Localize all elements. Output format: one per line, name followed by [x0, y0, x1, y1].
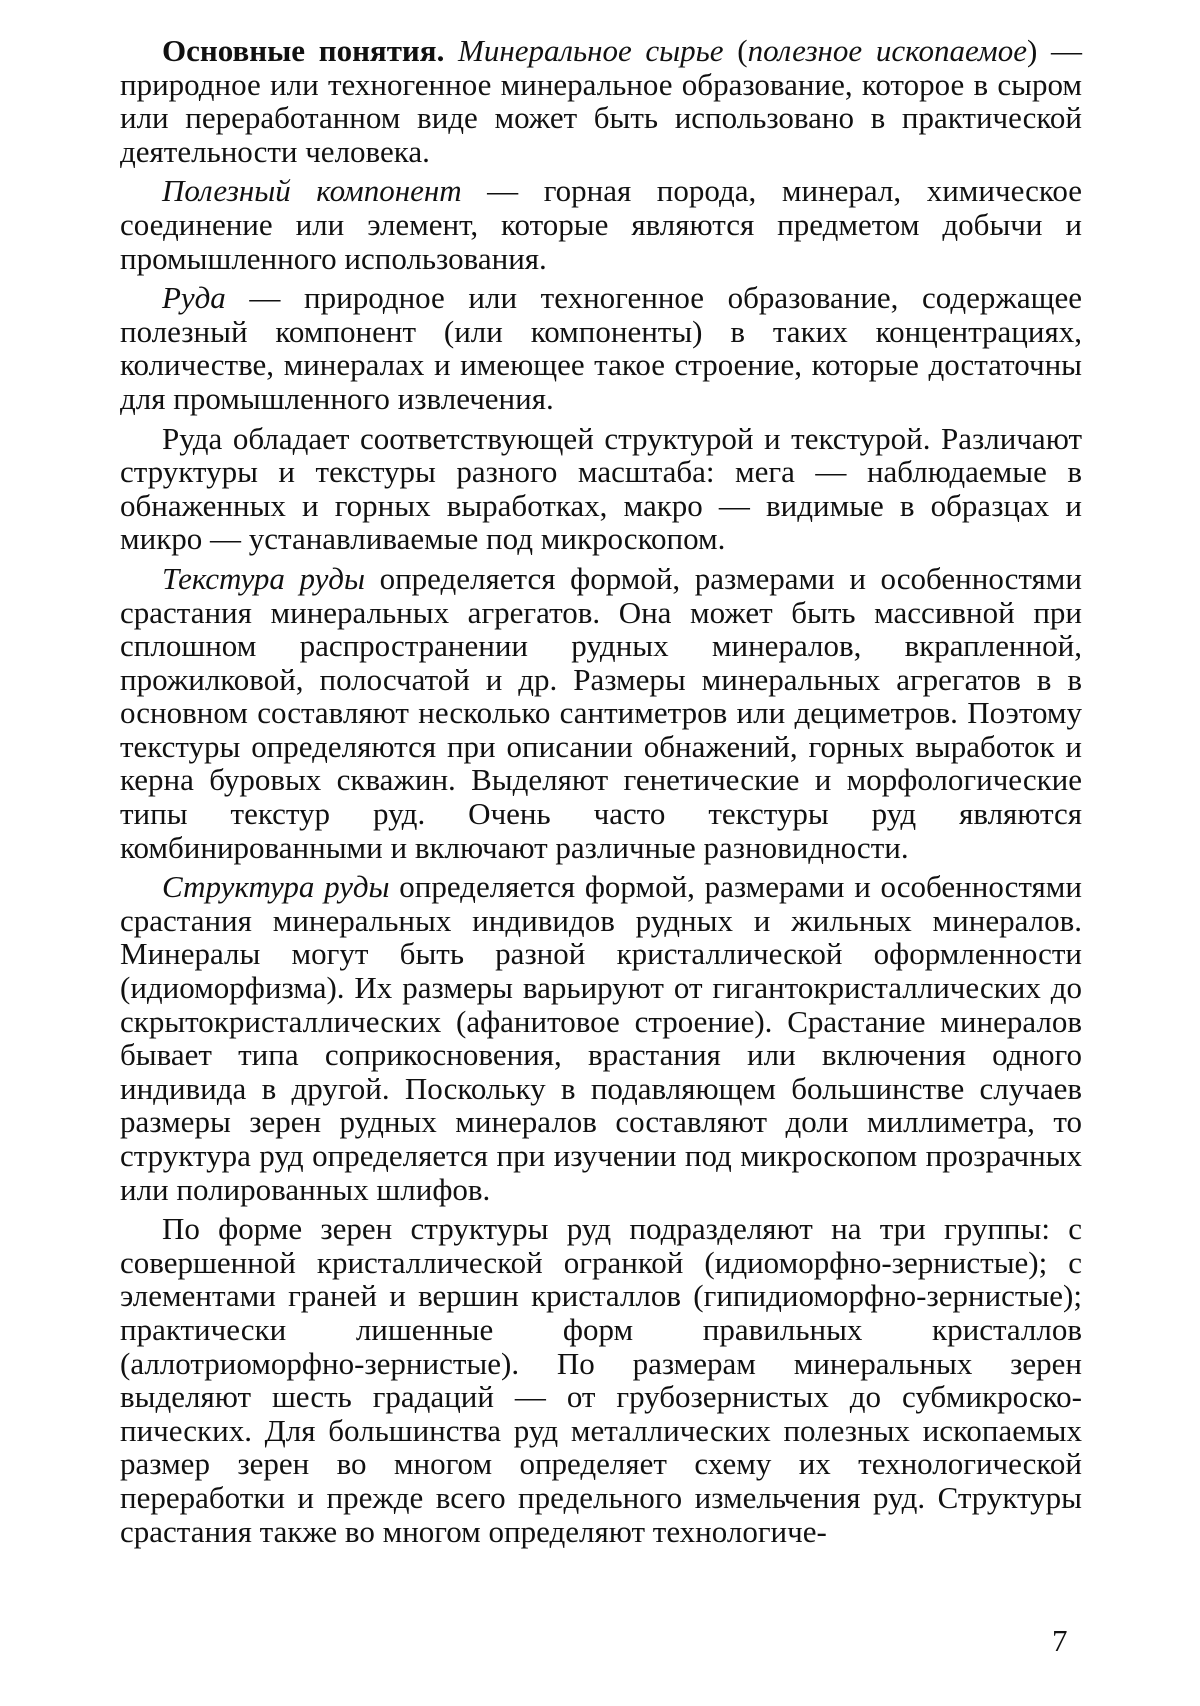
paragraph-text: — природное или техногенное минеральное образование, которое в сыром или переработанном виде может быть использовано в практической деятельности человека.	[120, 33, 1082, 169]
paragraph-ore-texture	[120, 562, 1082, 864]
paragraph-text: определяется формой, размерами и особенностями срастания минеральных индивидов рудных и жильных минералов. Минералы могут быть разной кристаллической оформленности (идиоморфизма). Их размеры варьируют от гигантокристаллических до скрытокристаллических (афанитовое строение). Срастание минералов бывает типа соприкосновения, врастания или включения одного индивида в другой. Поскольку в подавляющем большинстве случаев размеры зерен рудных минералов составляют доли миллиметра, то структура руд определяется при изучении под микроскопом прозрачных или полированных шлифов.	[120, 869, 1082, 1207]
paragraph-ore-structure-scale	[120, 422, 1082, 556]
section-lead: Основные понятия.	[162, 33, 445, 68]
paragraph-useful-component	[120, 174, 1082, 275]
paragraph-text: Руда обладает соответствующей структурой и текстурой. Различают структуры и текстуры разного масштаба: мега — наблюдаемые в обнаженных и горных выработках, макро — видимые в образцах и микро — устанавливаемые под микроскопом.	[120, 420, 1082, 557]
term-useful-component: Полезный компонент	[162, 173, 462, 209]
term-mineral-deposit: полезное ископаемое	[747, 33, 1027, 68]
term-ore-texture: Текстура руды	[162, 560, 365, 596]
paragraph-grain-shape	[120, 1212, 1082, 1548]
paragraph-text: По форме зерен структуры руд подразделяют на три группы: с совершенной кристаллической огранкой (идиоморфно-зернистые); с элементами граней и вершин кристаллов (гипидиоморфно-зернистые); практически лишенные форм правильных кристаллов (аллотриоморфно-зернистые). По размерам минеральных зерен выделяют шесть градаций — от грубозернистых до субмикроскопических. Для большинства руд металлических полезных ископаемых размер зерен во многом определяет схему их технологической переработки и прежде всего предельного измельчения руд. Структуры срастания также во многом определяют технологиче-	[120, 1211, 1082, 1549]
term-ore-structure: Структура руды	[162, 869, 390, 905]
paragraph-ore-structure	[120, 870, 1082, 1206]
paragraph-basic-concepts: Основные понятия. Минеральное сырье (полезное ископаемое) — природное или техногенное минеральное образование, которое в сыром или переработанном виде может быть использовано в практической деятельности человека.	[120, 33, 1082, 169]
term-ore: Руда	[162, 280, 226, 316]
document-page	[120, 34, 1082, 1554]
paragraph-text: — горная порода, минерал, химическое соединение или элемент, которые являются предметом добычи и промышленного использования.	[120, 173, 1082, 276]
paragraph-text: определяется формой, размерами и особенностями срастания минеральных агрегатов. Она может быть массивной при сплошном распространении рудных минералов, вкрапленной, прожилковой, полосчатой и др. Размеры минеральных агрегатов в в основном составляют несколько сантиметров или дециметров. Поэтому текстуры определяются при описании обнажений, горных выработок и керна буровых скважин. Выделяют генетические и морфологические типы текстур руд. Очень часто текстуры руд являются комбинированными и включают различные разновидности.	[120, 560, 1082, 865]
paragraph-ore	[120, 281, 1082, 415]
term-mineral-raw: Минеральное сырье	[458, 33, 724, 68]
page-number: 7	[1052, 1623, 1068, 1658]
paragraph-text: — природное или техногенное образование, содержащее полезный компонент (или компоненты) в таких концентрациях, количестве, минералах и имеющее такое строение, которые достаточны для промышленного извлечения.	[120, 280, 1082, 416]
